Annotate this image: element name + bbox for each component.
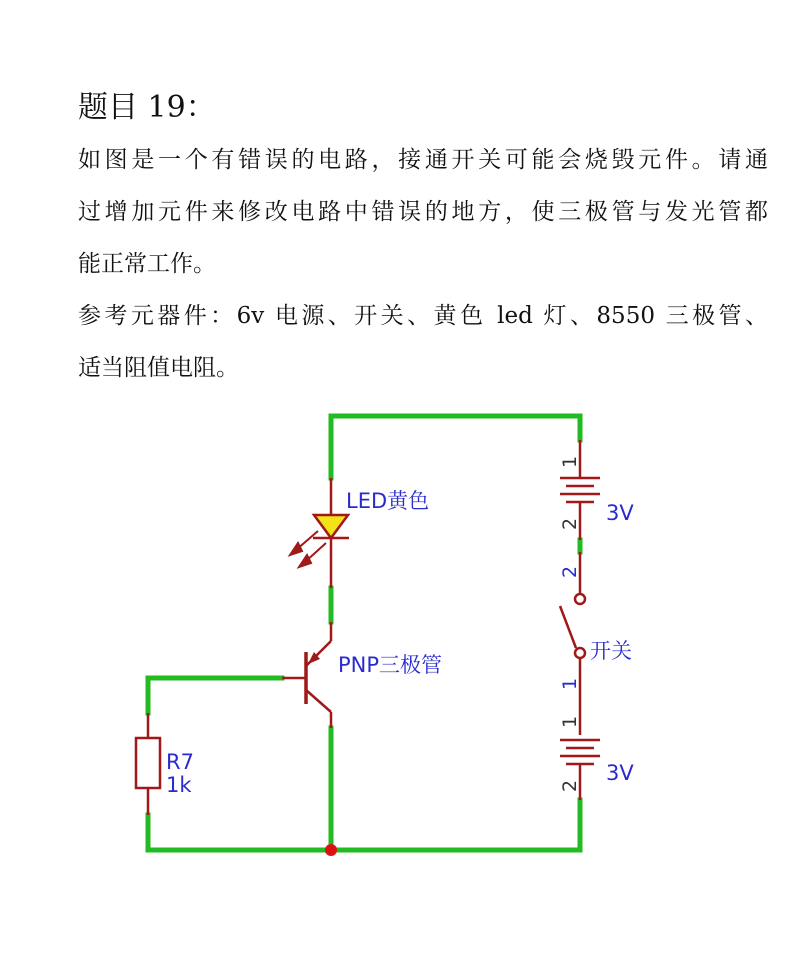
- led-triangle: [314, 515, 348, 538]
- switch-pin-1: 1: [559, 677, 581, 690]
- question-line-1: 如图是一个有错误的电路，接通开关可能会烧毁元件。请通: [78, 147, 768, 173]
- led-light-arrows: [290, 531, 326, 567]
- switch-label: 开关: [590, 639, 632, 663]
- battery-top-label: 3V: [606, 501, 634, 525]
- light-arrow-1-head: [290, 543, 302, 555]
- wire-top: [331, 416, 580, 440]
- resistor-value: 1k: [166, 773, 192, 797]
- question-title: 题目 19：: [78, 90, 216, 125]
- question-line-2: 过增加元件来修改电路中错误的地方，使三极管与发光管都: [78, 199, 768, 225]
- wire-resistor-bottom: [148, 800, 580, 850]
- wires: [148, 416, 580, 850]
- resistor-name: R7: [166, 750, 194, 774]
- battery-top-pin-1: 1: [559, 455, 581, 468]
- switch-contact-bottom: [575, 648, 585, 658]
- transistor-label: PNP三极管: [338, 653, 443, 677]
- battery-top-pin-2: 2: [559, 517, 581, 530]
- pnp-transistor: [282, 622, 331, 728]
- battery-bottom-label: 3V: [606, 761, 634, 785]
- switch-pin-2: 2: [559, 565, 581, 578]
- question-line-3: 能正常工作。: [78, 251, 216, 277]
- wire-base: [148, 678, 282, 713]
- transistor-collector: [306, 690, 331, 712]
- light-arrow-2-head: [299, 555, 311, 567]
- resistor: [136, 713, 160, 815]
- led-label: LED黄色: [346, 489, 430, 513]
- battery-bottom-pin-2: 2: [559, 779, 581, 792]
- battery-bottom-pin-1: 1: [559, 715, 581, 728]
- switch: [560, 552, 585, 735]
- question-line-5: 适当阻值电阻。: [78, 355, 239, 381]
- switch-lever: [560, 606, 576, 648]
- led: [290, 478, 429, 588]
- junction-dot: [325, 844, 337, 856]
- question-line-4: 参考元器件：6v 电源、开关、黄色 led 灯、8550 三极管、: [78, 303, 768, 329]
- resistor-body: [136, 738, 160, 788]
- switch-contact-top: [575, 594, 585, 604]
